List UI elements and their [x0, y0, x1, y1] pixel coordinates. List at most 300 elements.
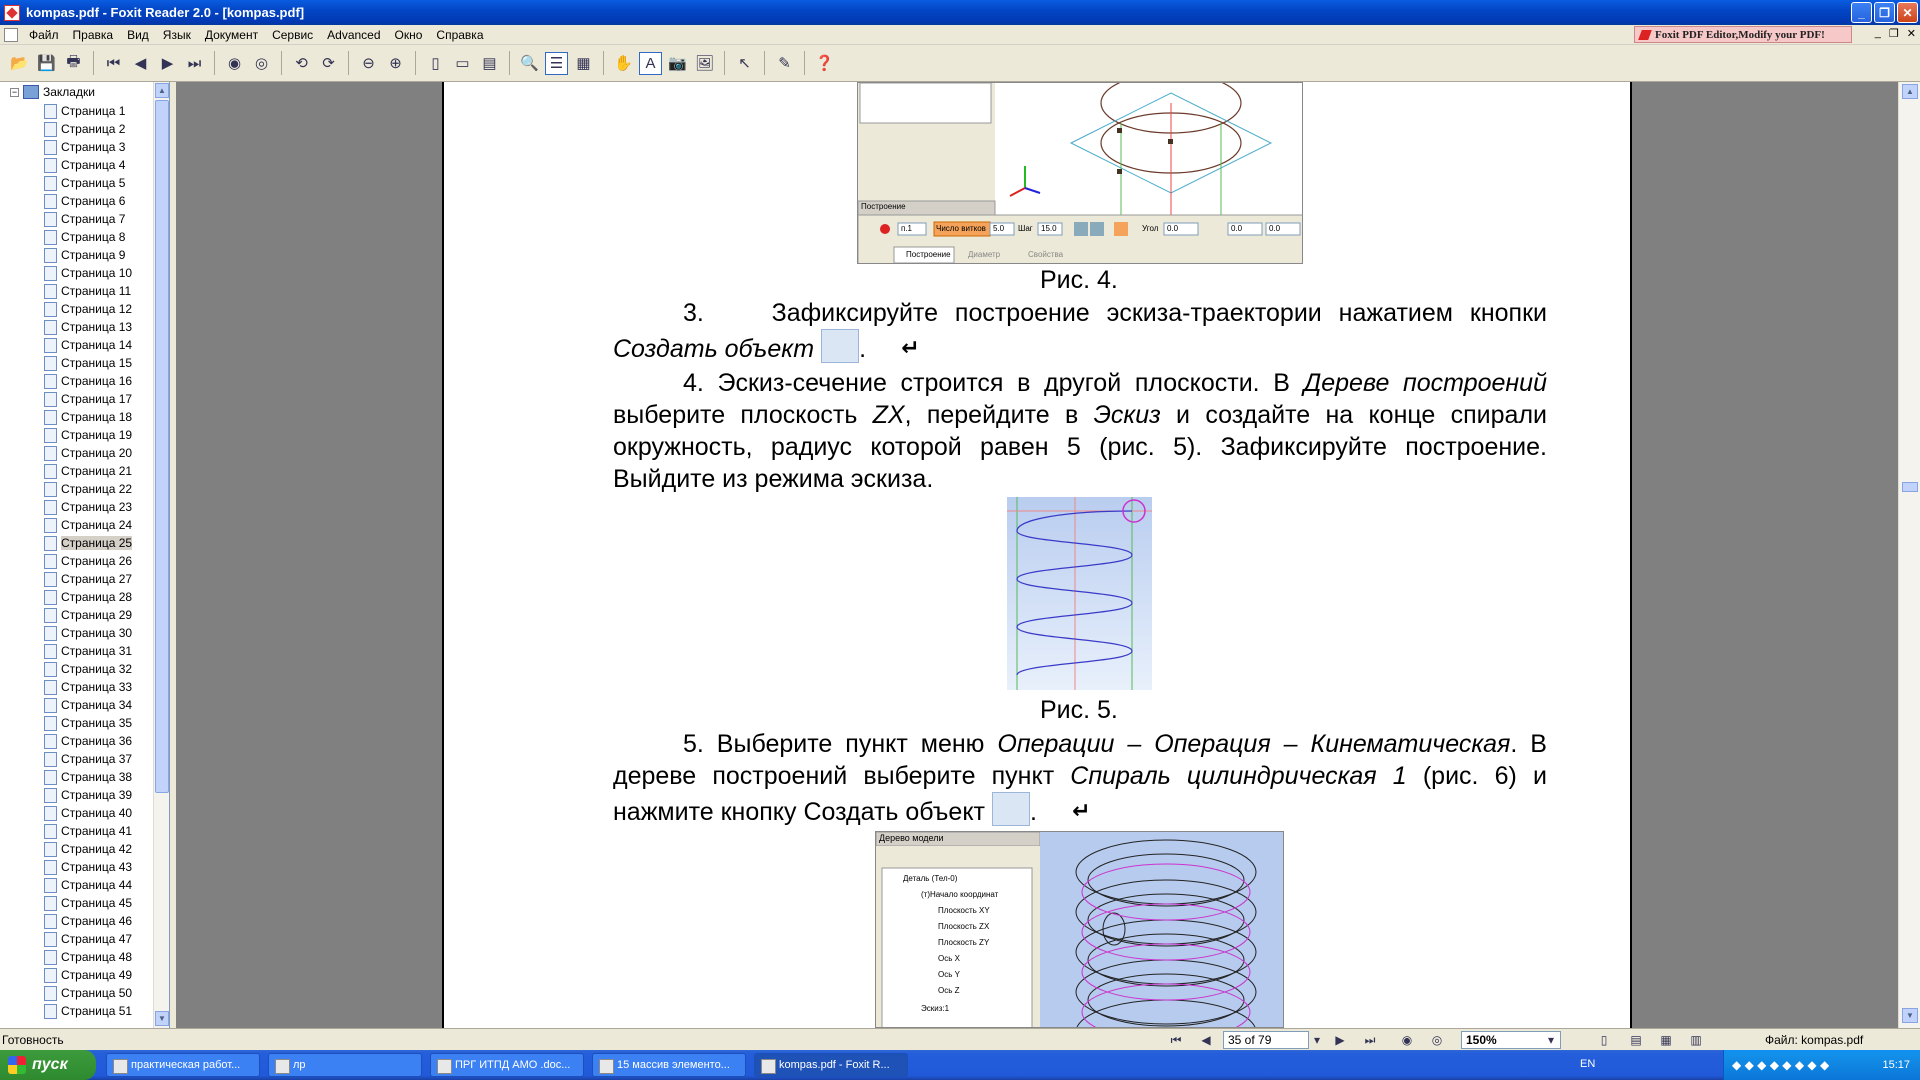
title-bar: [0, 0, 1920, 25]
page-icon: [44, 950, 57, 965]
zoom-in-icon[interactable]: ⊕: [389, 55, 402, 72]
bookmark-item[interactable]: [44, 408, 132, 426]
page-icon: [44, 212, 57, 227]
start-label: пуск: [32, 1056, 68, 1073]
bookmark-label: Страница 45: [61, 896, 133, 910]
bookmarks-icon: [23, 85, 39, 99]
bookmark-label: Страница 5: [61, 176, 126, 190]
bookmark-label: Страница 37: [61, 752, 133, 766]
window-title: kompas.pdf - Foxit Reader 2.0 - [kompas.pdf]: [26, 5, 305, 20]
bookmark-label: Страница 41: [61, 824, 133, 838]
zoom-dropdown-icon[interactable]: ▾: [1547, 1033, 1555, 1047]
rotate-right-icon[interactable]: ⟳: [322, 55, 335, 72]
back-icon[interactable]: ◉: [227, 55, 242, 72]
page-icon: [44, 194, 57, 209]
page-icon: [44, 392, 57, 407]
select-text-icon[interactable]: A: [639, 52, 662, 75]
page-icon: [44, 1004, 57, 1019]
mdi-minimize-button[interactable]: _: [1874, 27, 1881, 39]
mdi-close-button[interactable]: ✕: [1906, 28, 1916, 40]
previous-page-icon[interactable]: ◀: [1201, 1033, 1211, 1047]
page-icon: [44, 500, 57, 515]
bookmark-item[interactable]: [44, 264, 132, 282]
page-icon: [44, 860, 57, 875]
page-number-field[interactable]: 35 of 79: [1223, 1031, 1309, 1049]
page-icon: [44, 482, 57, 497]
bookmark-label: Страница 15: [61, 356, 133, 370]
annotation-icon[interactable]: ✎: [778, 55, 791, 72]
bookmark-item[interactable]: [44, 282, 132, 300]
bookmark-label: Страница 26: [61, 554, 133, 568]
bookmark-label: Страница 39: [61, 788, 133, 802]
bookmark-label: Страница 44: [61, 878, 133, 892]
fig4-field-value-1: 5.0: [993, 224, 1005, 233]
figure-4: [857, 82, 1303, 264]
bookmark-item[interactable]: [44, 228, 132, 246]
page-icon: [44, 824, 57, 839]
bookmark-item[interactable]: [44, 678, 132, 696]
page-icon: [44, 968, 57, 983]
step-4-text-c: выберите плоскость: [613, 401, 873, 429]
fig4-field-value-3: 0.0: [1167, 224, 1179, 233]
page-icon: [44, 284, 57, 299]
start-button[interactable]: [0, 1050, 96, 1080]
page-icon: [44, 446, 57, 461]
step-5-text-e: (рис. 6) и нажмите кнопку Создать объект: [613, 762, 1547, 826]
taskbar: [0, 1050, 1920, 1080]
tree-item: Плоскость XY: [938, 906, 990, 915]
page-icon: [44, 626, 57, 641]
create-object-icon: [821, 329, 859, 363]
page-icon: [44, 158, 57, 173]
page-icon: [44, 644, 57, 659]
menu-language[interactable]: Язык: [162, 27, 191, 42]
fig4-tab-construction: Построение: [906, 250, 951, 259]
page-icon: [44, 752, 57, 767]
page-icon: [44, 176, 57, 191]
document-icon[interactable]: [4, 28, 18, 42]
page-icon: [44, 248, 57, 263]
system-tray: [1723, 1050, 1920, 1080]
toolbar-divider: [415, 51, 416, 75]
hand-tool-icon[interactable]: ✋: [614, 55, 633, 72]
zoom-field[interactable]: 150%: [1461, 1031, 1561, 1049]
step-4-italic-zx: ZX: [872, 401, 905, 429]
create-object-icon: [992, 792, 1030, 826]
toolbar-divider: [214, 51, 215, 75]
language-indicator[interactable]: EN: [1580, 1058, 1596, 1070]
fig4-field-value-2: 15.0: [1041, 224, 1057, 233]
minimize-button[interactable]: _: [1851, 2, 1872, 23]
bookmark-item[interactable]: [44, 300, 132, 318]
bookmark-label: Страница 6: [61, 194, 126, 208]
page-icon: [44, 266, 57, 281]
toolbar-divider: [724, 51, 725, 75]
zoom-out-icon[interactable]: ⊖: [362, 55, 375, 72]
step-4-paragraph: [613, 367, 1547, 495]
tree-item: Ось Z: [938, 986, 960, 995]
page-icon: [44, 554, 57, 569]
bookmark-item[interactable]: [44, 534, 132, 552]
step-3-number: 3.: [683, 299, 704, 327]
bookmark-item[interactable]: [44, 804, 132, 822]
bookmark-item[interactable]: [44, 174, 132, 192]
step-4-italic-sketch: Эскиз: [1093, 401, 1161, 429]
previous-page-icon[interactable]: ◀: [134, 55, 147, 72]
page-icon: [44, 698, 57, 713]
tray-icons[interactable]: ◆ ◆ ◆ ◆ ◆ ◆ ◆ ◆: [1732, 1058, 1830, 1072]
bookmark-item[interactable]: [44, 894, 132, 912]
back-icon[interactable]: ◉: [1401, 1033, 1413, 1047]
model-tree-title: Дерево модели: [879, 833, 944, 843]
bookmark-item[interactable]: [44, 372, 132, 390]
page-icon: [44, 536, 57, 551]
windows-logo-icon: [8, 1056, 26, 1074]
page-icon: [44, 878, 57, 893]
bookmark-label: Страница 19: [61, 428, 133, 442]
bookmark-label: Страница 18: [61, 410, 133, 424]
page-icon: [44, 662, 57, 677]
forward-icon[interactable]: ◎: [1431, 1033, 1443, 1047]
bookmark-item[interactable]: [44, 948, 132, 966]
bookmark-item[interactable]: [44, 1002, 132, 1020]
bookmark-item[interactable]: [44, 498, 132, 516]
promo-banner[interactable]: Foxit PDF Editor,Modify your PDF!: [1634, 26, 1852, 43]
page-icon: [44, 842, 57, 857]
bookmark-item[interactable]: [44, 696, 132, 714]
image-tool-icon[interactable]: 🖼: [694, 55, 715, 72]
thumbnails-icon[interactable]: ▦: [576, 55, 591, 72]
bookmark-item[interactable]: [44, 480, 132, 498]
task-button[interactable]: 15 массив элементо...: [592, 1053, 746, 1077]
page-icon: [44, 518, 57, 533]
page-icon: [44, 590, 57, 605]
bookmark-item[interactable]: [44, 732, 132, 750]
bookmark-label: Страница 10: [61, 266, 133, 280]
bookmark-item[interactable]: [44, 336, 132, 354]
bookmarks-toggle-icon[interactable]: ☰: [545, 52, 568, 75]
next-page-icon[interactable]: ▶: [1335, 1033, 1345, 1047]
page-icon: [44, 122, 57, 137]
step-4-text-a: 4. Эскиз-сечение строится в другой плоскости. В: [683, 369, 1304, 397]
bookmark-item[interactable]: [44, 714, 132, 732]
bookmark-item[interactable]: [44, 624, 132, 642]
bookmark-label: Страница 20: [61, 446, 133, 460]
bookmark-item[interactable]: [44, 192, 132, 210]
help-icon[interactable]: ❓: [815, 55, 834, 72]
bookmark-label: Страница 49: [61, 968, 133, 982]
task-button[interactable]: лр: [268, 1053, 422, 1077]
task-button[interactable]: ПРГ ИТПД АМО .doc...: [430, 1053, 584, 1077]
page-icon: [44, 716, 57, 731]
menu-advanced[interactable]: Advanced: [327, 27, 381, 42]
continuous-icon[interactable]: ▤: [1630, 1033, 1642, 1047]
bookmark-item[interactable]: [44, 822, 132, 840]
bookmark-item[interactable]: [44, 156, 132, 174]
bookmark-item[interactable]: [44, 912, 132, 930]
menu-window[interactable]: Окно: [394, 27, 423, 42]
bookmark-label: Страница 35: [61, 716, 133, 730]
page-icon: [44, 374, 57, 389]
page-icon: [44, 428, 57, 443]
bookmark-label: Страница 40: [61, 806, 133, 820]
status-bar: [0, 1028, 1920, 1050]
fig4-field-label-3: Угол: [1142, 224, 1159, 233]
bookmark-label: Страница 47: [61, 932, 133, 946]
bookmark-label: Страница 48: [61, 950, 133, 964]
bookmarks-panel: [0, 82, 170, 1028]
bookmark-label: Страница 12: [61, 302, 133, 316]
menu-bar: [0, 25, 1920, 45]
figure-4-drawing: [858, 83, 1303, 264]
scroll-down-icon[interactable]: ▼: [155, 1011, 169, 1026]
last-page-icon[interactable]: ⏭: [187, 54, 202, 72]
menu-tools[interactable]: Сервис: [272, 27, 314, 42]
fig5-caption: Рис. 5.: [1040, 696, 1118, 724]
step-3-text: Зафиксируйте построение эскиза-траектории нажатием кнопки: [771, 299, 1547, 327]
page-icon: [44, 734, 57, 749]
tree-item: Эскиз:1: [921, 1004, 950, 1013]
fig4-field-value-5: 0.0: [1269, 224, 1281, 233]
bookmark-label: Страница 16: [61, 374, 133, 388]
bookmarks-root[interactable]: [10, 85, 95, 99]
step-4-text-e: , перейдите в: [904, 401, 1094, 429]
print-icon[interactable]: 🖶: [66, 52, 81, 70]
bookmark-item[interactable]: [44, 102, 132, 120]
foxit-app-icon[interactable]: [4, 5, 20, 21]
tree-item: Ось X: [938, 954, 960, 963]
bookmark-item[interactable]: [44, 768, 132, 786]
main-toolbar: [0, 45, 1920, 82]
bookmark-item[interactable]: [44, 588, 132, 606]
bookmark-label: Страница 22: [61, 482, 133, 496]
bookmark-label: Страница 23: [61, 500, 133, 514]
bookmark-item[interactable]: [44, 750, 132, 768]
fig4-tab-diameter: Диаметр: [968, 250, 1001, 259]
bookmark-label: Страница 21: [61, 464, 133, 478]
page-icon: [44, 680, 57, 695]
snapshot-icon[interactable]: 📷: [668, 55, 687, 72]
page-icon: [44, 410, 57, 425]
toolbar-divider: [93, 51, 94, 75]
tree-item: Плоскость ZY: [938, 938, 990, 947]
bookmarks-scrollbar[interactable]: [153, 82, 170, 1028]
page-icon: [44, 464, 57, 479]
actual-size-icon[interactable]: ▯: [431, 55, 440, 72]
tree-item: Ось Y: [938, 970, 960, 979]
bookmark-label: Страница 7: [61, 212, 126, 226]
bookmark-label: Страница 36: [61, 734, 133, 748]
bookmark-label: Страница 33: [61, 680, 133, 694]
bookmark-item[interactable]: [44, 246, 132, 264]
step-5-italic-spiral: Спираль цилиндрическая 1: [1070, 762, 1407, 790]
bookmark-label: Страница 34: [61, 698, 133, 712]
bookmark-item[interactable]: [44, 120, 132, 138]
bookmark-item[interactable]: [44, 516, 132, 534]
toolbar-divider: [804, 51, 805, 75]
menu-file[interactable]: Файл: [29, 27, 59, 42]
bookmark-item[interactable]: [44, 552, 132, 570]
restore-button[interactable]: ❐: [1874, 2, 1895, 23]
bookmark-label: Страница 31: [61, 644, 133, 658]
bookmark-label: Страница 24: [61, 518, 133, 532]
document-scroll-thumb[interactable]: [1902, 482, 1918, 492]
toolbar-divider: [348, 51, 349, 75]
toolbar-divider: [509, 51, 510, 75]
bookmark-label: Страница 46: [61, 914, 133, 928]
first-page-icon[interactable]: ⏮: [1170, 1032, 1182, 1047]
menu-edit[interactable]: Правка: [72, 27, 114, 42]
toolbar-divider: [281, 51, 282, 75]
bookmark-item[interactable]: [44, 354, 132, 372]
mdi-restore-button[interactable]: ❐: [1888, 28, 1899, 40]
bookmark-item[interactable]: [44, 966, 132, 984]
step-4-italic-tree: Дереве построений: [1303, 369, 1547, 397]
last-page-icon[interactable]: ⏭: [1364, 1032, 1376, 1047]
bookmark-label: Страница 17: [61, 392, 133, 406]
step-5-text-a: 5. Выберите пункт меню: [683, 730, 998, 758]
collapse-icon[interactable]: −: [11, 86, 18, 97]
bookmark-label: Страница 13: [61, 320, 133, 334]
bookmark-label: Страница 42: [61, 842, 133, 856]
scroll-down-icon[interactable]: ▼: [1902, 1008, 1918, 1023]
bookmark-item[interactable]: [44, 138, 132, 156]
toolbar-divider: [764, 51, 765, 75]
bookmark-item[interactable]: [44, 642, 132, 660]
continuous-facing-icon[interactable]: ▥: [1690, 1033, 1702, 1047]
bookmark-label: Страница 30: [61, 626, 133, 640]
bookmark-label: Страница 27: [61, 572, 133, 586]
bookmark-label: Страница 32: [61, 662, 133, 676]
bookmark-label: Страница 28: [61, 590, 133, 604]
page-icon: [44, 914, 57, 929]
pointer-icon[interactable]: ↖: [738, 55, 751, 72]
menu-help[interactable]: Справка: [436, 27, 484, 42]
page-icon: [44, 608, 57, 623]
bookmark-item[interactable]: [44, 318, 132, 336]
bookmark-item[interactable]: [44, 570, 132, 588]
page-icon: [44, 932, 57, 947]
bookmark-label: Страница 4: [61, 158, 126, 172]
spiral-drawing: [1007, 497, 1152, 690]
page-icon: [44, 896, 57, 911]
bookmark-label: Страница 38: [61, 770, 133, 784]
first-page-icon[interactable]: ⏮: [106, 54, 121, 72]
bookmark-label: Страница 3: [61, 140, 126, 154]
fig4-field-label-2: Шаг: [1018, 224, 1033, 233]
fig4-field-value-4: 0.0: [1231, 224, 1243, 233]
bookmark-item[interactable]: [44, 786, 132, 804]
forward-icon[interactable]: ◎: [254, 55, 269, 72]
scroll-up-icon[interactable]: ▲: [1902, 84, 1918, 99]
bookmark-item[interactable]: [44, 210, 132, 228]
facing-icon[interactable]: ▦: [1660, 1033, 1672, 1047]
open-icon[interactable]: 📂: [10, 55, 29, 72]
bookmark-list: [44, 102, 132, 1020]
task-button-active[interactable]: kompas.pdf - Foxit R...: [754, 1053, 908, 1077]
page-icon: [44, 140, 57, 155]
bookmarks-root-label: Закладки: [43, 85, 95, 99]
page-icon: [44, 320, 57, 335]
task-button[interactable]: практическая работ...: [106, 1053, 260, 1077]
page-dropdown-icon[interactable]: ▾: [1313, 1033, 1321, 1047]
bookmark-label: Страница 29: [61, 608, 133, 622]
clock: 15:17: [1882, 1059, 1910, 1071]
step-3-italic: Создать объект: [613, 335, 815, 363]
page-icon: [44, 104, 57, 119]
find-icon[interactable]: 🔍: [520, 55, 539, 72]
page-icon: [44, 338, 57, 353]
single-page-icon[interactable]: ▯: [1600, 1033, 1608, 1047]
bookmark-label: Страница 8: [61, 230, 126, 244]
fit-width-icon[interactable]: ▤: [482, 55, 497, 72]
tree-item: (т)Начало координат: [921, 890, 999, 899]
bookmark-label: Страница 11: [61, 284, 132, 298]
tree-item: Деталь (Тел-0): [903, 874, 958, 883]
menu-view[interactable]: Вид: [127, 27, 149, 42]
menu-document[interactable]: Документ: [204, 27, 259, 42]
bookmark-label: Страница 51: [61, 1004, 133, 1018]
bookmark-label: Страница 14: [61, 338, 133, 352]
page-icon: [44, 302, 57, 317]
bookmark-item[interactable]: [44, 390, 132, 408]
bookmark-item[interactable]: [44, 984, 132, 1002]
page-icon: [44, 770, 57, 785]
fig4-caption: Рис. 4.: [1040, 266, 1118, 294]
fig4-tab-properties: Свойства: [1028, 250, 1064, 259]
page-icon: [44, 572, 57, 587]
scroll-up-icon[interactable]: ▲: [155, 83, 169, 98]
page-icon: [44, 986, 57, 1001]
bookmark-item[interactable]: [44, 444, 132, 462]
bookmark-item[interactable]: [44, 858, 132, 876]
file-name: Файл: kompas.pdf: [1765, 1033, 1864, 1047]
step-5-text-c: . В дереве построений выберите пункт: [613, 730, 1547, 790]
figure-6: [875, 831, 1284, 1028]
bookmark-label: Страница 25: [61, 536, 133, 550]
toolbar-divider: [603, 51, 604, 75]
bookmark-label: Страница 43: [61, 860, 133, 874]
tree-item: Плоскость ZX: [938, 922, 990, 931]
bookmark-item[interactable]: [44, 606, 132, 624]
bookmark-item[interactable]: [44, 426, 132, 444]
close-button[interactable]: ✕: [1897, 2, 1918, 23]
page-icon: [44, 356, 57, 371]
save-icon[interactable]: 💾: [37, 55, 56, 72]
bookmark-label: Страница 2: [61, 122, 126, 136]
figure-5: [1007, 497, 1152, 690]
step-5-paragraph: [613, 728, 1547, 828]
bookmark-item[interactable]: [44, 462, 132, 480]
bookmark-label: Страница 50: [61, 986, 133, 1000]
bookmark-item[interactable]: [44, 660, 132, 678]
step-3-paragraph: [613, 297, 1547, 365]
document-scrollbar[interactable]: [1898, 82, 1920, 1028]
fig4-field-label-1: Число витков: [936, 224, 986, 233]
status-text: Готовность: [2, 1033, 64, 1047]
step-4-text-g: и создайте на конце спирали окружность, радиус которой равен 5 (рис. 5). Зафиксируйте построение. Выйдите из режима эскиза.: [613, 401, 1547, 493]
rotate-left-icon[interactable]: ⟲: [295, 55, 308, 72]
page-icon: [44, 230, 57, 245]
bookmarks-scroll-thumb[interactable]: [155, 100, 169, 793]
bookmark-item[interactable]: [44, 930, 132, 948]
fit-page-icon[interactable]: ▭: [455, 55, 470, 72]
bookmark-item[interactable]: [44, 840, 132, 858]
next-page-icon[interactable]: ▶: [161, 55, 174, 72]
step-5-italic-menu: Операции – Операция – Кинематическая: [997, 730, 1511, 758]
bookmark-item[interactable]: [44, 876, 132, 894]
fig4-panel-label: Построение: [861, 202, 906, 211]
